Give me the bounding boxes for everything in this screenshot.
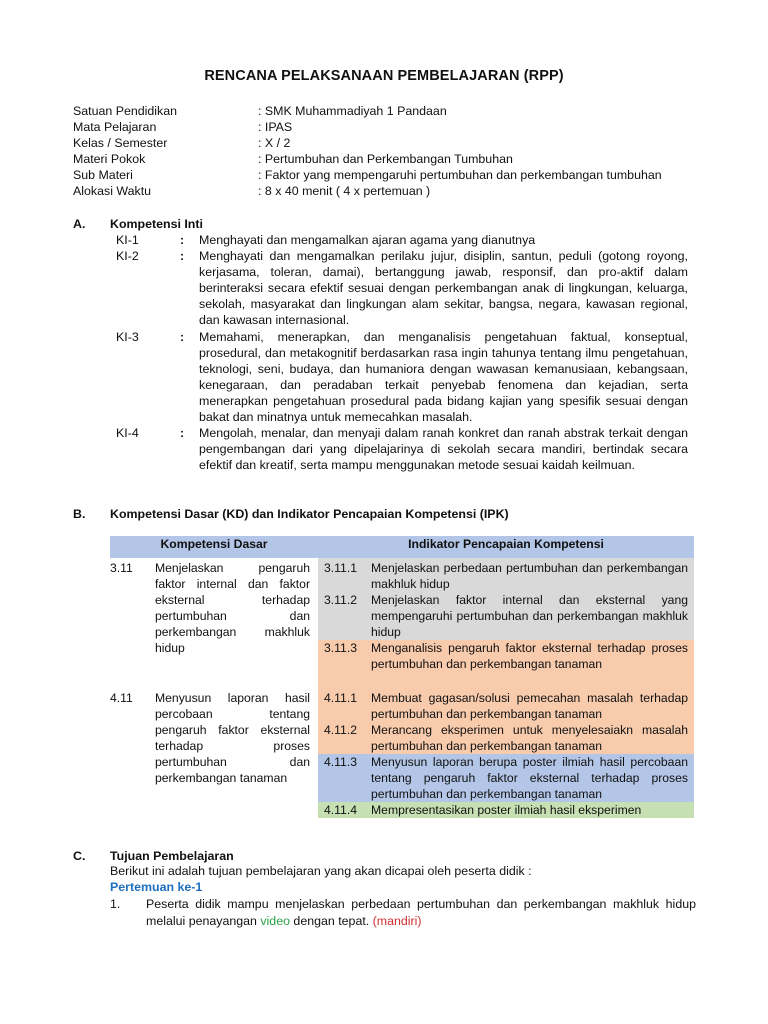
table-row	[110, 558, 694, 592]
section-label: Tujuan Pembelajaran	[110, 849, 234, 863]
ki-colon: :	[180, 233, 185, 247]
mandiri-tag: (mandiri)	[372, 914, 422, 928]
identity-key: Satuan Pendidikan	[73, 104, 178, 118]
ipk-code: 3.11.3	[318, 640, 371, 680]
header-kd: Kompetensi Dasar	[110, 536, 318, 558]
identity-value: : 8 x 40 menit ( 4 x pertemuan )	[258, 184, 431, 198]
ipk-code: 4.11.4	[318, 802, 371, 818]
ipk-code: 4.11.3	[318, 754, 371, 802]
ki-text: Memahami, menerapkan, dan menganalisis pengetahuan faktual, konseptual, prosedural, dan metakognitif berdasarkan rasa ingin tahunya tentang ilmu pengetahuan, teknologi, seni, budaya, dan humaniora dengan wawasan kemanusiaan, kebangsaan, kenegaraan, dan peradaban terkait penyebab fenomena dan kejadian, serta menerapkan pengetahuan prosedural pada bidang kajian yang spesifik sesuai dengan bakat dan minatnya untuk memecahkan masalah.	[199, 330, 688, 425]
identity-row	[73, 167, 713, 183]
table-header-row	[110, 536, 694, 558]
ipk-text: Menganalisis pengaruh faktor eksternal terhadap proses pertumbuhan dan perkembangan tanaman	[371, 640, 694, 680]
identity-key: Mata Pelajaran	[73, 120, 157, 134]
ipk-text: Menjelaskan faktor internal dan eksternal yang mempengaruhi pertumbuhan dan perkembangan makhluk hidup	[371, 592, 694, 640]
ipk-code: 3.11.1	[318, 558, 371, 592]
document-title: RENCANA PELAKSANAAN PEMBELAJARAN (RPP)	[204, 68, 564, 84]
kd-code: 3.11	[110, 561, 133, 575]
ki-code: KI-2	[116, 249, 139, 263]
ki-colon: :	[180, 330, 185, 344]
section-number: C.	[73, 849, 86, 863]
ki-text: Menghayati dan mengamalkan ajaran agama yang dianutnya	[199, 233, 536, 247]
ipk-code: 4.11.2	[318, 722, 371, 754]
section-label: Kompetensi Inti	[110, 217, 203, 231]
ki-colon: :	[180, 249, 185, 263]
ki-code: KI-1	[116, 233, 139, 247]
ipk-code: 4.11.1	[318, 680, 371, 722]
identity-value: : IPAS	[258, 120, 293, 134]
kd-text: Menjelaskan pengaruh faktor internal dan faktor eksternal terhadap pertumbuhan dan perkembangan makhluk hidup	[155, 561, 311, 655]
list-text-part: dengan tepat.	[289, 914, 373, 928]
identity-row	[73, 119, 713, 135]
section-number: A.	[73, 217, 86, 231]
kd-text: Menyusun laporan hasil percobaan tentang pengaruh faktor eksternal terhadap proses pertumbuhan dan perkembangan tanaman	[155, 691, 311, 785]
list-text-part: Peserta didik mampu menjelaskan perbedaan pertumbuhan dan perkembangan makhluk hidup melalui penayangan	[146, 897, 696, 928]
ipk-text: Merancang eksperimen untuk menyelesaiakn masalah pertumbuhan dan perkembangan tanaman	[371, 722, 694, 754]
ipk-text: Menyusun laporan berupa poster ilmiah hasil percobaan tentang pengaruh faktor eksternal terhadap proses pertumbuhan dan perkembangan tanaman	[371, 754, 694, 802]
table-row	[110, 680, 694, 722]
ipk-text: Mempresentasikan poster ilmiah hasil eksperimen	[371, 802, 694, 818]
ki-text: Menghayati dan mengamalkan perilaku jujur, disiplin, santun, peduli (gotong royong, kerjasama, toleran, damai), bertanggung jawab, responsif, dan pro-aktif dalam berinteraksi secara efektif sesuai dengan perkembangan anak di lingkungan, keluarga, sekolah, masyarakat dan lingkungan alam sekitar, bangsa, negara, kawasan regional, dan kawasan internasional.	[199, 249, 688, 328]
identity-key: Sub Materi	[73, 168, 133, 182]
list-text	[146, 896, 696, 930]
kd-ipk-table	[110, 536, 694, 818]
ki-colon: :	[180, 426, 185, 440]
header-ipk: Indikator Pencapaian Kompetensi	[318, 536, 694, 558]
identity-key: Alokasi Waktu	[73, 184, 152, 198]
video-word: video	[260, 914, 290, 928]
identity-row	[73, 183, 713, 199]
kd-code: 4.11	[110, 691, 133, 705]
identity-value: : Faktor yang mempengaruhi pertumbuhan dan perkembangan tumbuhan	[258, 168, 662, 182]
identity-value: : X / 2	[258, 136, 291, 150]
identity-row	[73, 135, 713, 151]
identity-row	[73, 103, 713, 119]
ki-code: KI-4	[116, 426, 139, 440]
ki-code: KI-3	[116, 330, 139, 344]
ipk-text: Menjelaskan perbedaan pertumbuhan dan perkembangan makhluk hidup	[371, 558, 694, 592]
identity-value: : SMK Muhammadiyah 1 Pandaan	[258, 104, 447, 118]
identity-key: Materi Pokok	[73, 152, 146, 166]
ipk-code: 3.11.2	[318, 592, 371, 640]
section-number: B.	[73, 507, 86, 521]
ki-text: Mengolah, menalar, dan menyaji dalam ranah konkret dan ranah abstrak terkait dengan pengembangan dari yang dipelajarinya di sekolah secara mandiri, bertindak secara efektif dan kreatif, serta mampu menggunakan metode sesuai kaidah keilmuan.	[199, 426, 688, 473]
identity-value: : Pertumbuhan dan Perkembangan Tumbuhan	[258, 152, 513, 166]
meeting-label: Pertemuan ke-1	[110, 880, 203, 894]
identity-key: Kelas / Semester	[73, 136, 168, 150]
ipk-text: Membuat gagasan/solusi pemecahan masalah terhadap pertumbuhan dan perkembangan tanaman	[371, 680, 694, 722]
section-label: Kompetensi Dasar (KD) dan Indikator Pencapaian Kompetensi (IPK)	[110, 507, 509, 521]
identity-row	[73, 151, 713, 167]
list-number: 1.	[110, 897, 121, 911]
section-c-intro: Berikut ini adalah tujuan pembelajaran yang akan dicapai oleh peserta didik :	[110, 864, 532, 878]
